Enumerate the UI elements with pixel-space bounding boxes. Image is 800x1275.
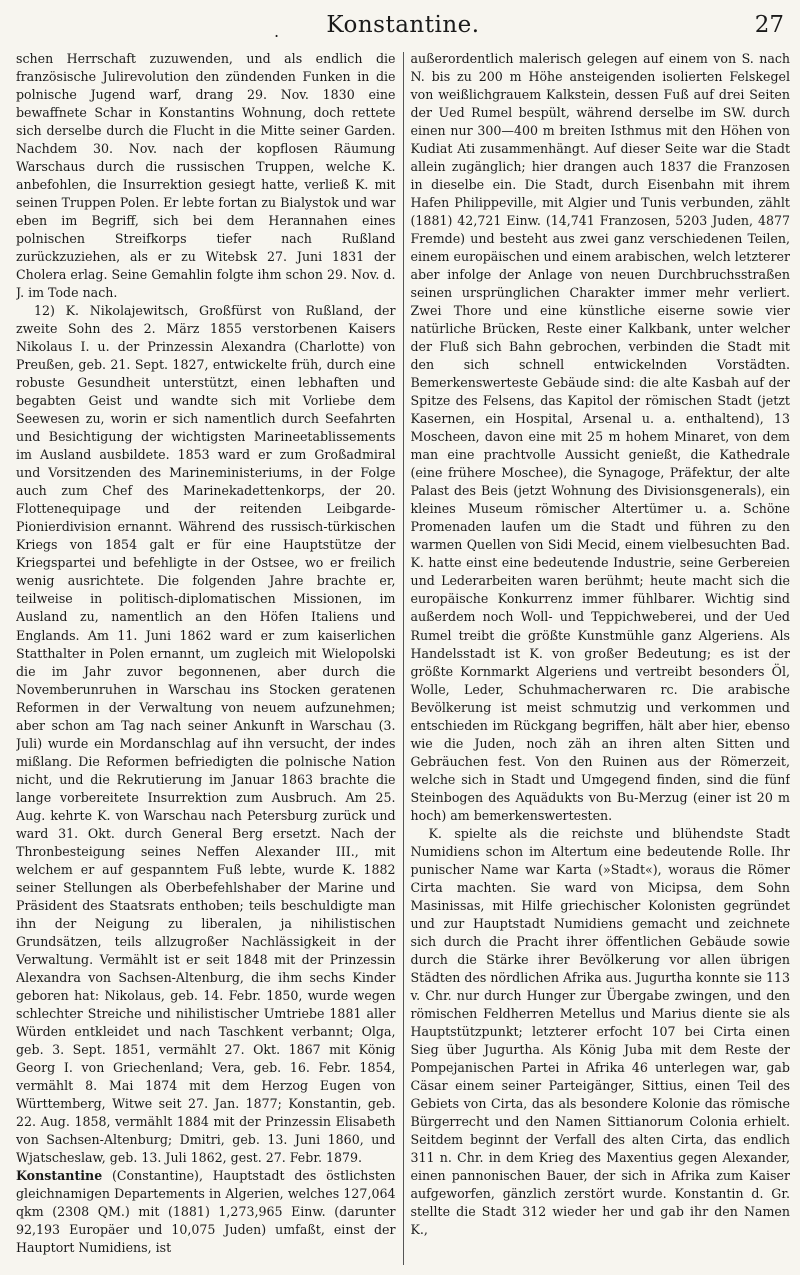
paragraph: schen Herrschaft zuzuwenden, und als endlich die französische Julirevolution den zündenden Funken in die polnische Jugend warf, drang 29. Nov. 1830 eine bewaffnete Schar in Konstantins Wohnung, doch rettete sich derselbe durch die Flucht in die Mitte seiner Garden. Nachdem 30. Nov. nach der kopflosen Räumung Warschaus durch die russischen Truppen, welche K. anbefohlen, die Insurrektion gesiegt hatte, verließ K. mit seinen Truppen Polen. Er lebte fortan zu Bialystok und war eben im Begriff, sich bei dem Herannahen eines polnischen Streifkorps tiefer nach Rußland zurückzuziehen, als er zu Witebsk 27. Juni 1831 der Cholera erlag. Seine Gemahlin folgte ihm schon 29. Nov. d. J. im Tode nach. <box>16 51 396 301</box>
left-column <box>16 50 403 1267</box>
paragraph: K. spielte als die reichste und blühendste Stadt Numidiens schon im Altertum eine bedeutende Rolle. Ihr punischer Name war Karta (»Stadt«), woraus die Römer Cirta machten. Sie ward von Micipsa, dem Sohn Masinissas, mit Hilfe griechischer Kolonisten gegründet und zur Hauptstadt Numidiens gemacht und zeichnete sich durch die Pracht ihrer öffentlichen Gebäude sowie durch die Stärke ihrer Bevölkerung vor allen übrigen Städten des nördlichen Afrika aus. Jugurtha konnte sie 113 v. Chr. nur durch Hunger zur Übergabe zwingen, und den römischen Feldherren Metellus und Marius diente sie als Hauptstützpunkt; letzterer erfocht 107 bei Cirta einen Sieg über Jugurtha. Als König Juba mit dem Reste der Pompejanischen Partei in Afrika 46 unterlegen war, gab Cäsar einem seiner Parteigänger, Sittius, einen Teil des Gebiets von Cirta, das als besondere Kolonie das römische Bürgerrecht und den Namen Sittianorum Colonia erhielt. Seitdem beginnt der Verfall des alten Cirta, das endlich 311 n. Chr. in dem Krieg des Maxentius gegen Alexander, einen pannonischen Bauer, der sich in Afrika zum Kaiser aufgeworfen, gänzlich zerstört wurde. Konstantin d. Gr. stellte die Stadt 312 wieder her und gab ihr den Namen K., <box>410 825 790 1238</box>
page-number: 27 <box>754 12 784 38</box>
running-header <box>16 0 790 50</box>
entry-headword: Konstantine <box>16 1167 103 1183</box>
header-dot: . <box>274 22 280 41</box>
entry-paragraph <box>16 1167 396 1257</box>
paragraph: 12) K. Nikolajewitsch, Großfürst von Rußland, der zweite Sohn des 2. März 1855 verstorbenen Kaisers Nikolaus I. u. der Prinzessin Alexandra (Charlotte) von Preußen, geb. 21. Sept. 1827, entwickelte früh, durch eine robuste Gesundheit unterstützt, einen lebhaften und begabten Geist und wandte sich mit Vorliebe dem Seewesen zu, worin er sich namentlich durch Seefahrten und Besichtigung der wichtigsten Marineetablissements im Ausland ausbildete. 1853 ward er zum Großadmiral und Vorsitzenden des Marineministeriums, in der Folge auch zum Chef des Marinekadettenkorps, der 20. Flottenequipage und der reitenden Leibgarde-Pionierdivision ernannt. Während des russisch-türkischen Kriegs von 1854 galt er für eine Hauptstütze der Kriegspartei und befehligte in der Ostsee, wo er freilich wenig ausrichtete. Die folgenden Jahre brachte er, teilweise in politisch-diplomatischen Missionen, im Ausland zu, namentlich an den Höfen Italiens und Englands. Am 11. Juni 1862 ward er zum kaiserlichen Statthalter in Polen ernannt, um zugleich mit Wielopolski die im Jahr zuvor begonnenen, aber durch die Novemberunruhen in Warschau ins Stocken geratenen Reformen in der Verwaltung von neuem aufzunehmen; aber schon am Tag nach seiner Ankunft in Warschau (3. Juli) wurde ein Mordanschlag auf ihn versucht, der indes mißlang. Die Reformen befriedigten die polnische Nation nicht, und die Rekrutierung im Januar 1863 brachte die lange vorbereitete Insurrektion zum Ausbruch. Am 25. Aug. kehrte K. von Warschau nach Petersburg zurück und ward 31. Okt. durch General Berg ersetzt. Nach der Thronbesteigung seines Neffen Alexander III., mit welchem er auf gespanntem Fuß lebte, wurde K. 1882 seiner Stellungen als Oberbefehlshaber der Marine und Präsident des Staatsrats enthoben; teils beschuldigte man ihn der Neigung zu liberalen, ja nihilistischen Grundsätzen, teils allzugroßer Nachlässigkeit in der Verwaltung. Vermählt ist er seit 1848 mit der Prinzessin Alexandra von Sachsen-Altenburg, die ihm sechs Kinder geboren hat: Nikolaus, geb. 14. Febr. 1850, wurde wegen schlechter Streiche und nihilistischer Umtriebe 1881 aller Würden entkleidet und nach Taschkent verbannt; Olga, geb. 3. Sept. 1851, vermählt 27. Okt. 1867 mit König Georg I. von Griechenland; Vera, geb. 16. Febr. 1854, vermählt 8. Mai 1874 mit dem Herzog Eugen von Württemberg, Witwe seit 27. Jan. 1877; Konstantin, geb. 22. Aug. 1858, vermählt 1884 mit der Prinzessin Elisabeth von Sachsen-Altenburg; Dmitri, geb. 13. Juni 1860, und Wjatscheslaw, geb. 13. Juli 1862, gest. 27. Febr. 1879. <box>16 303 396 1165</box>
two-column-body <box>16 50 790 1267</box>
right-column <box>404 50 791 1267</box>
paragraph: außerordentlich malerisch gelegen auf einem von S. nach N. bis zu 200 m Höhe ansteigenden isolierten Felskegel von weißlichgrauem Kalkstein, dessen Fuß auf drei Seiten der Ued Rumel bespült, während derselbe im SW. durch einen nur 300—400 m breiten Isthmus mit den Höhen von Kudiat Ati zusammenhängt. Auf dieser Seite war die Stadt allein zugänglich; hier drangen auch 1837 die Franzosen in dieselbe ein. Die Stadt, durch Eisenbahn mit ihrem Hafen Philippeville, mit Algier und Tunis verbunden, zählt (1881) 42,721 Einw. (14,741 Franzosen, 5203 Juden, 4877 Fremde) und besteht aus zwei ganz verschiedenen Teilen, einem europäischen und einem arabischen, welch letzterer aber infolge der Anlage von neuen Durchbruchsstraßen seinen ursprünglichen Charakter immer mehr verliert. Zwei Thore und eine künstliche eiserne sowie vier natürliche Brücken, Reste einer Kalkbank, unter welcher der Fluß sich Bahn gebrochen, verbinden die Stadt mit den sich schnell entwickelnden Vorstädten. Bemerkenswerteste Gebäude sind: die alte Kasbah auf der Spitze des Felsens, das Kapitol der römischen Stadt (jetzt Kasernen, ein Hospital, Arsenal u. a. enthaltend), 13 Moscheen, davon eine mit 25 m hohem Minaret, von dem man eine prachtvolle Aussicht genießt, die Kathedrale (eine frühere Moschee), die Synagoge, Präfektur, der alte Palast des Beis (jetzt Wohnung des Divisionsgenerals), ein kleines Museum römischer Altertümer u. a. Schöne Promenaden laufen um die Stadt und führen zu den warmen Quellen von Sidi Mecid, einem vielbesuchten Bad. K. hatte einst eine bedeutende Industrie, seine Gerbereien und Lederarbeiten waren berühmt; heute macht sich die europäische Konkurrenz immer fühlbarer. Wichtig sind außerdem noch Woll- und Teppichweberei, und der Ued Rumel treibt die größte Kunstmühle ganz Algeriens. Als Handelsstadt ist K. von großer Bedeutung; es ist der größte Kornmarkt Algeriens und vertreibt besonders Öl, Wolle, Leder, Schuhmacherwaren rc. Die arabische Bevölkerung ist meist schmutzig und verkommen und entschieden im Rückgang begriffen, hält aber hier, ebenso wie die Juden, noch zäh an ihren alten Sitten und Gebräuchen fest. Von den Ruinen aus der Römerzeit, welche sich in Stadt und Umgegend finden, sind die fünf Steinbogen des Aquädukts von Bu-Merzug (einer ist 20 m hoch) am bemerkenswertesten. <box>410 51 790 823</box>
entry-text: (Constantine), Hauptstadt des östlichsten gleichnamigen Departements in Algerien, welches 127,064 qkm (2308 QM.) mit (1881) 1,273,965 Einw. (darunter 92,193 Europäer und 10,075 Juden) umfaßt, einst der Hauptort Numidiens, ist <box>16 1167 396 1256</box>
header-title: Konstantine. <box>326 12 480 38</box>
